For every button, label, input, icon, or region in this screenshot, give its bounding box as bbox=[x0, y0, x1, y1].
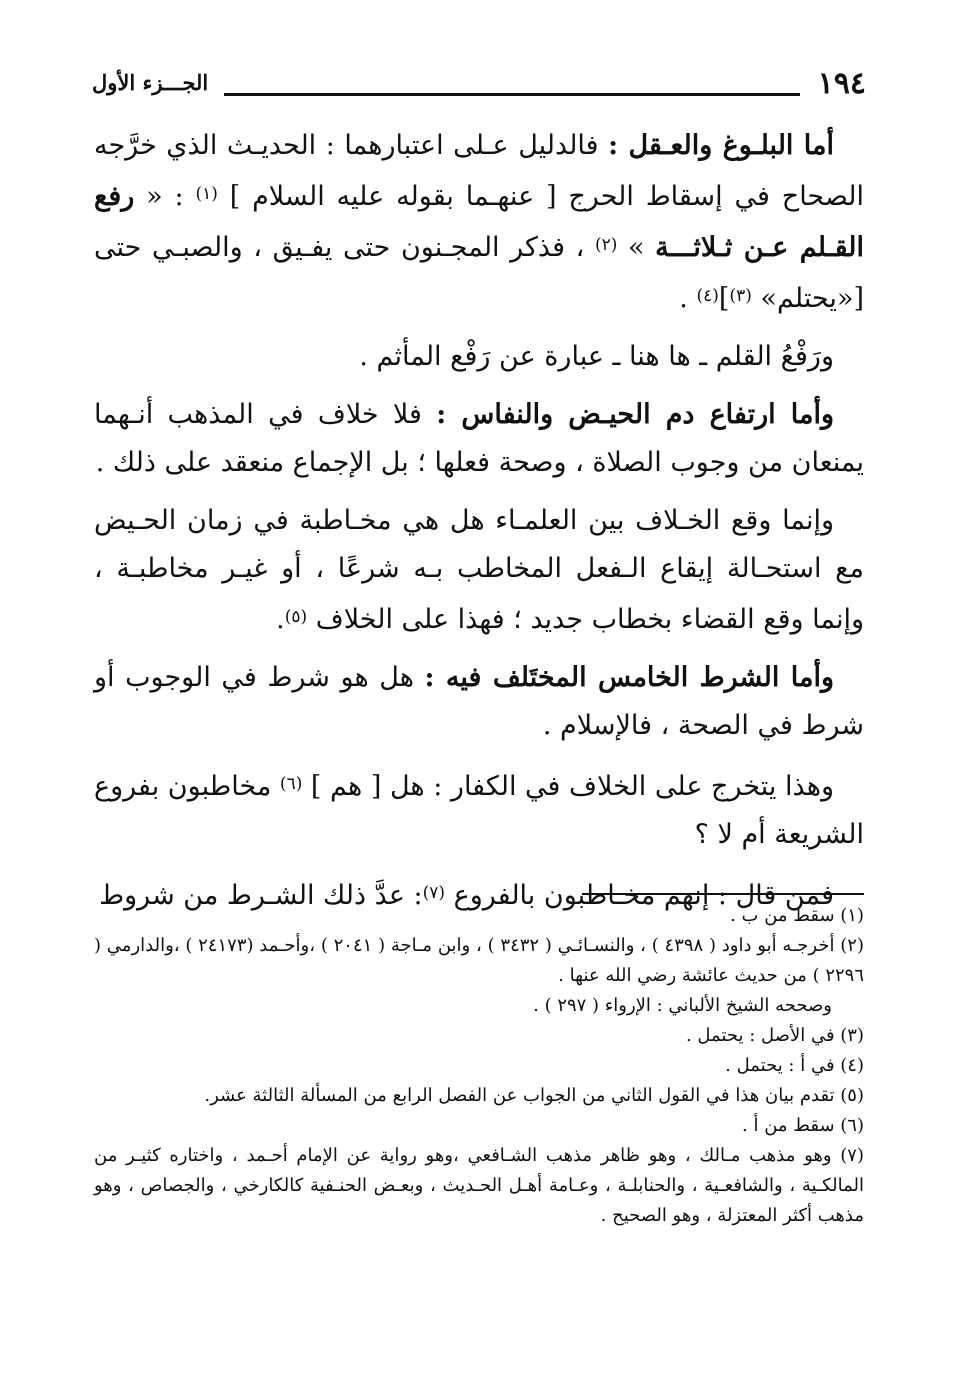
footnote-separator bbox=[582, 893, 864, 895]
footnote-6: (٦) سقط من أ . bbox=[742, 1115, 864, 1136]
main-text bbox=[94, 122, 864, 930]
paragraph-text: مخاطبون بفروع الشريعة أم لا ؟ bbox=[94, 771, 864, 850]
paragraph-text: : عدَّ ذلك الشـرط من شروط bbox=[99, 880, 423, 911]
footnote-7: (٧) وهو مذهب مـالك ، وهو ظاهر مذهب الشـافعي ،وهو رواية عن الإمام أحـمد ، واختاره كثيـر من المالكـية ، والشافعـية ، والحنابلـة ، وعـامة أهـل الحـديث ، وبعـض الحنـفية كالكارخي ، والجصاص ، وهو مذهب أكثر المعتزلة ، وهو الصحيح . bbox=[94, 1145, 864, 1226]
footnote-5: (٥) تقدم بيان هذا في القول الثاني من الجواب عن الفصل الرابع من المسألة الثالثة عشر. bbox=[204, 1085, 864, 1106]
paragraph-text: . bbox=[679, 283, 697, 314]
footnote-ref[interactable]: (٣) bbox=[729, 286, 752, 306]
paragraph-menstruation bbox=[94, 391, 864, 487]
footnote-4: (٤) في أ : يحتمل . bbox=[725, 1055, 864, 1076]
footnote-2-continuation: وصححه الشيخ الألباني : الإرواء ( ٢٩٧ ) . bbox=[533, 995, 832, 1016]
paragraph-text: هل هو شرط في الوجوب أو شرط في الصحة ، فالإسلام . bbox=[94, 662, 864, 741]
paragraph-lead: وأما الشرط الخامس المختَلف فيه : bbox=[424, 662, 834, 693]
paragraph-raising-pen: ورَفْعُ القلم ـ ها هنا ـ عبارة عن رَفْع المأثم . bbox=[359, 341, 834, 372]
paragraph-puberty-reason bbox=[94, 122, 864, 323]
paragraph-text: ، فذكر المجـنون حتى يفـيق ، والصبـي حتى [«يحتلم» bbox=[94, 232, 864, 314]
footnote-2: (٢) أخرجـه أبو داود ( ٤٣٩٨ ) ، والنسـائـي ( ٣٤٣٢ ) ، وابن مـاجة ( ٢٠٤١ ) ،وأحـمد (٢٤١٧٣ ) ،والدارمي ( ٢٢٩٦ ) من حديث عائشة رضي الله عنها . bbox=[94, 935, 864, 986]
paragraph-text: فلا خلاف في المذهب أنـهما يمنعان من وجوب الصلاة ، وصحة فعلها ؛ بل الإجماع منعقد على ذلك . bbox=[94, 399, 864, 478]
header-rule bbox=[224, 93, 800, 96]
footnote-ref[interactable]: (٤) bbox=[696, 286, 719, 306]
footnote-ref[interactable]: (٢) bbox=[594, 235, 618, 255]
footnote-3: (٣) في الأصل : يحتمل . bbox=[685, 1025, 864, 1046]
paragraph-text: » bbox=[617, 232, 656, 263]
paragraph-lead: وأما ارتفاع دم الحيـض والنفاس : bbox=[436, 399, 834, 430]
paragraph-text: . bbox=[276, 604, 285, 635]
page-header bbox=[92, 66, 866, 112]
hadith-quote: رفع القـلم عـن ثـلاثـــة bbox=[94, 181, 865, 263]
paragraph-text: ] bbox=[718, 283, 730, 314]
running-title: الجـــزء الأول bbox=[92, 70, 209, 95]
footnote-ref[interactable]: (٧) bbox=[422, 883, 446, 903]
footnote-ref[interactable]: (١) bbox=[195, 184, 218, 204]
paragraph-text: : « bbox=[134, 181, 196, 212]
footnote-ref[interactable]: (٦) bbox=[279, 774, 303, 794]
paragraph-scholars-disagreement bbox=[94, 497, 864, 644]
paragraph-text: فمن قال : إنهم مخـاطبون بالفروع bbox=[445, 880, 834, 911]
paragraph-text: وإنما وقع الخـلاف بين العلمـاء هل هي مخـاطبة في زمان الحـيض مع استحـالة إيقاع الـفعل المخاطب بـه شرعًا ، أو غيـر مخاطبـة ، وإنما وقع القضاء بخطاب جديد ؛ فهذا على الخلاف bbox=[94, 505, 864, 635]
page-number: ١٩٤ bbox=[817, 66, 866, 101]
paragraph-text: فالدليل عـلى اعتبارهما : الحديـث الذي خرَّجه الصحاح في إسقاط الحرج [ عنهـما بقوله عليه السلام ] bbox=[94, 130, 864, 212]
footnote-1: (١) سقط من ب . bbox=[730, 905, 864, 926]
footnotes bbox=[94, 901, 864, 1231]
paragraph-text: وهذا يتخرج على الخلاف في الكفار : هل [ هم ] bbox=[302, 771, 834, 802]
paragraph-lead: أما البلـوغ والعـقل : bbox=[608, 130, 834, 161]
paragraph-fifth-condition bbox=[94, 654, 864, 750]
footnote-ref[interactable]: (٥) bbox=[284, 607, 308, 627]
paragraph-disbelievers bbox=[94, 760, 864, 859]
